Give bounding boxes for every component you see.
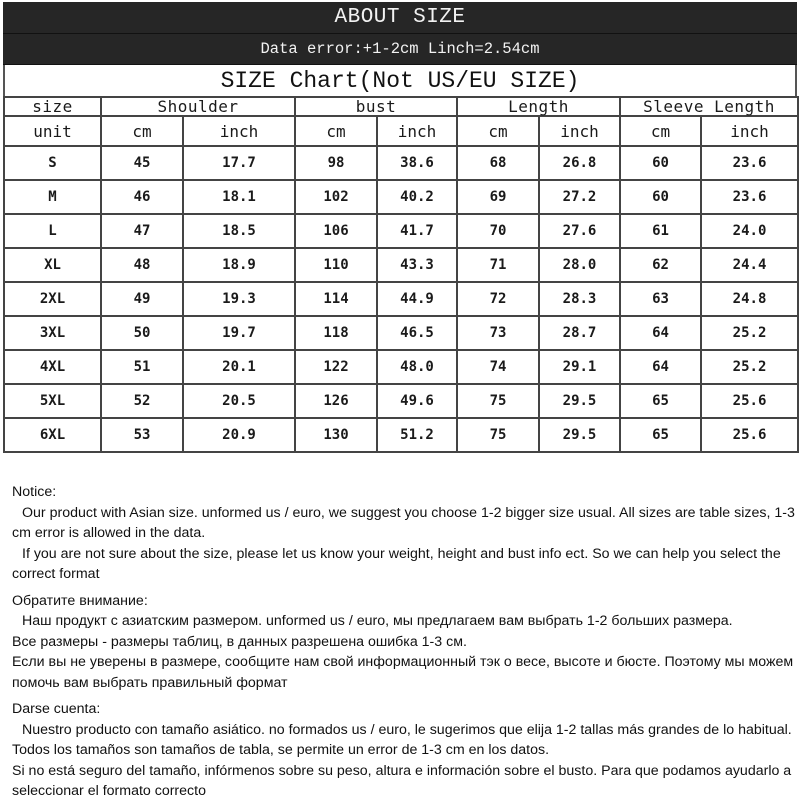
- measurement-cell: 18.1: [183, 180, 295, 214]
- measurement-cell: 62: [620, 248, 701, 282]
- measurement-cell: 18.5: [183, 214, 295, 248]
- table-row: [4, 282, 798, 316]
- measurement-cell: 68: [457, 146, 539, 180]
- unit-cell: inch: [539, 116, 620, 146]
- table-row: [4, 384, 798, 418]
- header-bust: bust: [295, 97, 457, 116]
- measurement-cell: 23.6: [701, 180, 798, 214]
- notice-ru-para2: Все размеры - размеры таблиц, в данных разрешена ошибка 1-3 см.: [12, 633, 467, 650]
- measurement-cell: 25.2: [701, 316, 798, 350]
- measurement-cell: 48: [101, 248, 183, 282]
- measurement-cell: 114: [295, 282, 377, 316]
- measurement-cell: 24.4: [701, 248, 798, 282]
- measurement-cell: 19.7: [183, 316, 295, 350]
- measurement-cell: 29.1: [539, 350, 620, 384]
- measurement-cell: 65: [620, 418, 701, 452]
- size-table: [3, 96, 799, 453]
- measurement-cell: 25.2: [701, 350, 798, 384]
- size-label-cell: 2XL: [4, 282, 101, 316]
- notice-es-para2: Si no está seguro del tamaño, infórmenos sobre su peso, altura e información sobre el busto. Para que podamos ayudarlo a seleccionar el formato correcto: [12, 762, 792, 799]
- measurement-cell: 19.3: [183, 282, 295, 316]
- measurement-cell: 18.9: [183, 248, 295, 282]
- notice-heading-es: Darse cuenta:: [12, 701, 101, 717]
- table-row: [4, 418, 798, 452]
- size-label-cell: S: [4, 146, 101, 180]
- notice-spanish: [12, 699, 797, 802]
- measurement-cell: 49: [101, 282, 183, 316]
- measurement-cell: 48.0: [377, 350, 457, 384]
- notice-es-para1: Nuestro producto con tamaño asiático. no formados us / euro, le sugerimos que elija 1-2 tallas más grandes de lo habitual. Todos los tamaños son tamaños de tabla, se permite un error de 1-3 cm en los datos.: [12, 721, 792, 758]
- table-row: [4, 146, 798, 180]
- unit-cell: inch: [183, 116, 295, 146]
- unit-cell: inch: [377, 116, 457, 146]
- measurement-cell: 27.2: [539, 180, 620, 214]
- measurement-cell: 40.2: [377, 180, 457, 214]
- measurement-cell: 29.5: [539, 418, 620, 452]
- notice-heading-ru: Обратите внимание:: [12, 592, 148, 609]
- measurement-cell: 71: [457, 248, 539, 282]
- notice-heading-en: Notice:: [12, 484, 57, 500]
- unit-cell: cm: [457, 116, 539, 146]
- size-label-cell: M: [4, 180, 101, 214]
- unit-label: unit: [4, 116, 101, 146]
- measurement-cell: 122: [295, 350, 377, 384]
- measurement-cell: 24.0: [701, 214, 798, 248]
- measurement-cell: 98: [295, 146, 377, 180]
- measurement-cell: 72: [457, 282, 539, 316]
- measurement-cell: 110: [295, 248, 377, 282]
- measurement-cell: 75: [457, 384, 539, 418]
- measurement-cell: 64: [620, 350, 701, 384]
- measurement-cell: 20.5: [183, 384, 295, 418]
- table-row: [4, 248, 798, 282]
- measurement-cell: 130: [295, 418, 377, 452]
- size-label-cell: 4XL: [4, 350, 101, 384]
- measurement-cell: 41.7: [377, 214, 457, 248]
- measurement-cell: 28.3: [539, 282, 620, 316]
- about-size-banner: ABOUT SIZE: [3, 2, 797, 34]
- measurement-cell: 20.9: [183, 418, 295, 452]
- measurement-cell: 26.8: [539, 146, 620, 180]
- measurement-cell: 69: [457, 180, 539, 214]
- unit-cell: cm: [101, 116, 183, 146]
- measurement-cell: 49.6: [377, 384, 457, 418]
- measurement-cell: 102: [295, 180, 377, 214]
- measurement-cell: 126: [295, 384, 377, 418]
- measurement-cell: 25.6: [701, 384, 798, 418]
- measurement-cell: 61: [620, 214, 701, 248]
- measurement-cell: 28.0: [539, 248, 620, 282]
- measurement-cell: 51: [101, 350, 183, 384]
- measurement-cell: 50: [101, 316, 183, 350]
- measurement-cell: 47: [101, 214, 183, 248]
- measurement-cell: 64: [620, 316, 701, 350]
- measurement-cell: 74: [457, 350, 539, 384]
- size-label-cell: 6XL: [4, 418, 101, 452]
- measurement-cell: 63: [620, 282, 701, 316]
- measurement-cell: 23.6: [701, 146, 798, 180]
- measurement-cell: 70: [457, 214, 539, 248]
- size-label-cell: 3XL: [4, 316, 101, 350]
- table-row: [4, 316, 798, 350]
- group-header-row: [4, 97, 798, 116]
- measurement-cell: 25.6: [701, 418, 798, 452]
- measurement-cell: 43.3: [377, 248, 457, 282]
- unit-cell: cm: [620, 116, 701, 146]
- table-row: [4, 350, 798, 384]
- measurement-cell: 46.5: [377, 316, 457, 350]
- measurement-cell: 20.1: [183, 350, 295, 384]
- measurement-cell: 52: [101, 384, 183, 418]
- measurement-cell: 38.6: [377, 146, 457, 180]
- measurement-cell: 65: [620, 384, 701, 418]
- size-label-cell: XL: [4, 248, 101, 282]
- notice-russian: [12, 591, 797, 694]
- notice-english: [12, 482, 797, 585]
- measurement-cell: 60: [620, 180, 701, 214]
- size-label-cell: 5XL: [4, 384, 101, 418]
- unit-header-row: [4, 116, 798, 146]
- header-size: size: [4, 97, 101, 116]
- measurement-cell: 17.7: [183, 146, 295, 180]
- measurement-cell: 53: [101, 418, 183, 452]
- unit-cell: inch: [701, 116, 798, 146]
- measurement-cell: 75: [457, 418, 539, 452]
- measurement-cell: 51.2: [377, 418, 457, 452]
- measurement-cell: 45: [101, 146, 183, 180]
- measurement-cell: 24.8: [701, 282, 798, 316]
- size-chart-title: SIZE Chart(Not US/EU SIZE): [3, 65, 797, 96]
- table-row: [4, 214, 798, 248]
- notice-section: [12, 482, 797, 808]
- unit-cell: cm: [295, 116, 377, 146]
- notice-en-para1: Our product with Asian size. unformed us / euro, we suggest you choose 1-2 bigger size usual. All sizes are table sizes, 1-3 cm error is allowed in the data.: [12, 504, 795, 541]
- measurement-cell: 60: [620, 146, 701, 180]
- measurement-cell: 27.6: [539, 214, 620, 248]
- measurement-cell: 29.5: [539, 384, 620, 418]
- measurement-cell: 118: [295, 316, 377, 350]
- measurement-cell: 44.9: [377, 282, 457, 316]
- measurement-cell: 46: [101, 180, 183, 214]
- measurement-cell: 73: [457, 316, 539, 350]
- notice-ru-para3: Если вы не уверены в размере, сообщите нам свой информационный тэк о весе, высоте и бюсте. Поэтому мы можем помочь вам выбрать правильный формат: [12, 654, 794, 691]
- size-label-cell: L: [4, 214, 101, 248]
- notice-ru-para1: Наш продукт с азиатским размером. unformed us / euro, мы предлагаем вам выбрать 1-2 больших размера.: [22, 613, 733, 629]
- header-length: Length: [457, 97, 620, 116]
- header-sleeve-length: Sleeve Length: [620, 97, 798, 116]
- table-row: [4, 180, 798, 214]
- data-error-note: Data error:+1-2cm Linch=2.54cm: [3, 34, 797, 65]
- size-rows: [4, 146, 798, 452]
- measurement-cell: 28.7: [539, 316, 620, 350]
- header-shoulder: Shoulder: [101, 97, 295, 116]
- notice-en-para2: If you are not sure about the size, please let us know your weight, height and bust info ect. So we can help you select the correct format: [12, 545, 781, 582]
- measurement-cell: 106: [295, 214, 377, 248]
